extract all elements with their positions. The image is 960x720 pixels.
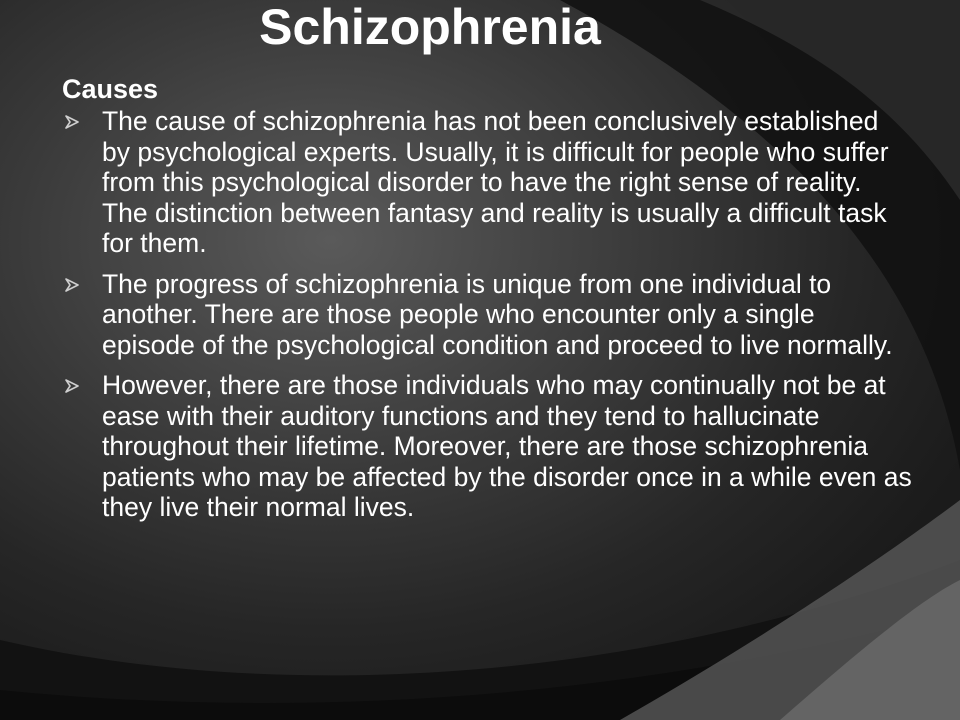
chevron-arrow-icon (64, 278, 80, 292)
bullet-text: However, there are those individuals who may continually not be at ease with their auditory functions and they tend to hallucinate throughout their lifetime. Moreover, there are those schizophrenia patients who may be affected by the disorder once in a while even as they live their normal lives. (102, 370, 912, 522)
bullet-text: The progress of schizophrenia is unique from one individual to another. There are those people who encounter only a single episode of the psychological condition and proceed to live normally. (102, 268, 893, 360)
section-heading: Causes (62, 74, 159, 104)
bullet-item (62, 106, 912, 259)
chevron-arrow-icon (64, 115, 80, 129)
bullet-text: The cause of schizophrenia has not been conclusively established by psychological experts. Usually, it is difficult for people who suffer from this psychological disorder to have the right sense of reality. The distinction between fantasy and reality is usually a difficult task for them. (102, 106, 889, 258)
bullet-list (62, 106, 912, 523)
bullet-item (62, 370, 912, 523)
chevron-arrow-icon (64, 379, 80, 393)
slide-body (62, 72, 912, 533)
bullet-item (62, 269, 912, 361)
slide-title: Schizophrenia (259, 0, 601, 55)
